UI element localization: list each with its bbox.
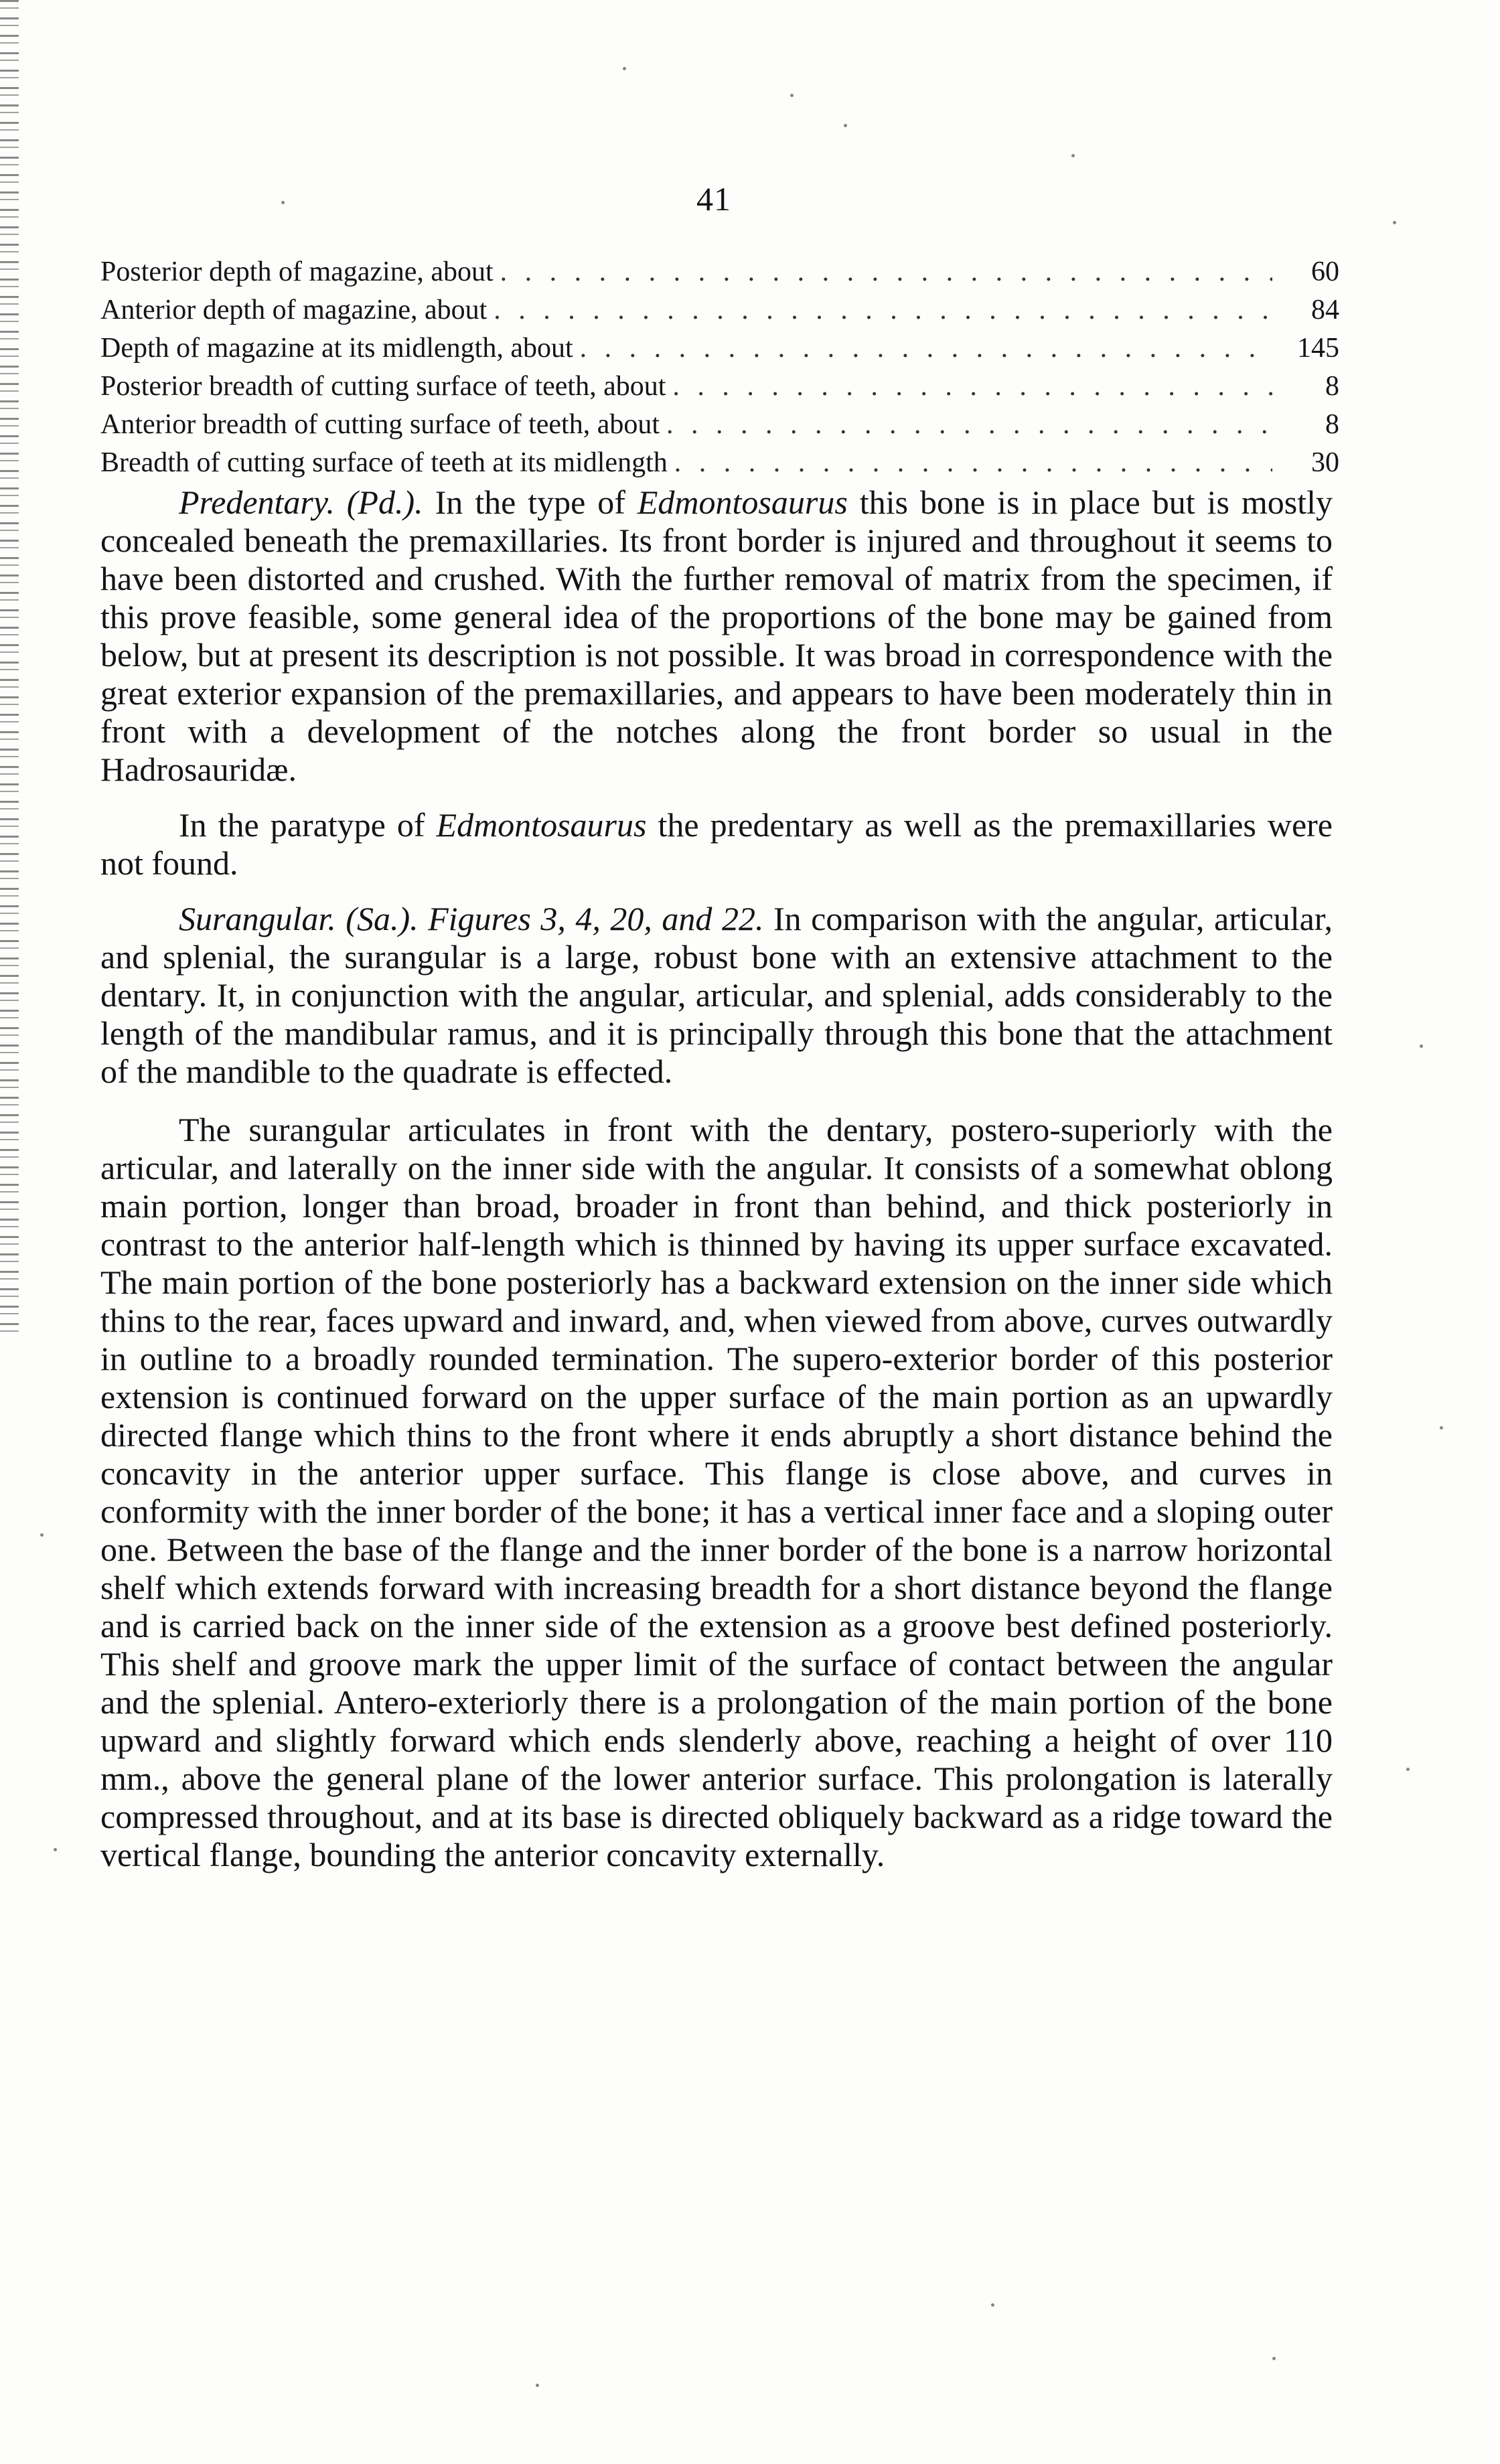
measurement-label: Anterior breadth of cutting surface of teeth, about <box>100 409 660 440</box>
surangular-paragraph <box>100 900 1333 1091</box>
surangular-heading: Surangular. (Sa.). Figures 3, 4, 20, and 22. <box>179 900 764 937</box>
dot-leader <box>672 368 1272 406</box>
surangular-description-paragraph: The surangular articulates in front with the dentary, postero-superiorly with the articular, and laterally on the inner side with the angular. It consists of a somewhat oblong main portion, longer than broad, broader in front than behind, and thick posteriorly in contrast to the anterior half-length which is thinned by having its upper surface excavated. The main portion of the bone posteriorly has a backward extension on the inner side which thins to the rear, faces upward and inward, and, when viewed from above, curves outwardly in outline to a broadly rounded termination. The supero-exterior border of this posterior extension is continued forward on the upper surface of the main portion as an upwardly directed flange which thins to the front where it ends abruptly a short distance behind the concavity in the anterior upper surface. This flange is close above, and curves in conformity with the inner border of the bone; it has a vertical inner face and a sloping outer one. Between the base of the flange and the inner border of the bone is a narrow horizontal shelf which extends forward with increasing breadth for a short distance beyond the flange and is carried back on the inner side of the extension as a groove best defined posteriorly. This shelf and groove mark the upper limit of the surface of contact between the angular and the splenial. Antero-exteriorly there is a prolongation of the main portion of the bone upward and slightly forward which ends slenderly above, reaching a height of over 110 mm., above the general plane of the lower anterior surface. This prolongation is laterally compressed throughout, and at its base is directed obliquely backward as a ridge toward the vertical flange, bounding the anterior concavity externally. <box>100 1111 1333 1873</box>
measurement-value: 84 <box>1311 295 1339 325</box>
dot-leader <box>666 406 1272 444</box>
measurement-row <box>100 368 1339 406</box>
measurement-row <box>100 329 1339 368</box>
measurement-label: Posterior breadth of cutting surface of teeth, about <box>100 371 666 402</box>
scan-binding-edge <box>0 0 19 1339</box>
measurement-label: Anterior depth of magazine, about <box>100 295 487 325</box>
measurement-row <box>100 291 1339 329</box>
dot-leader <box>494 291 1272 329</box>
measurement-row <box>100 406 1339 444</box>
predentary-heading: Predentary. (Pd.). <box>179 483 423 521</box>
page-number: 41 <box>696 180 731 218</box>
paragraph-text: the predentary as well as the premaxillaries were not found. <box>100 806 1333 882</box>
paragraph-text: In the type of <box>423 483 638 521</box>
predentary-paragraph <box>100 483 1333 789</box>
measurement-label: Posterior depth of magazine, about <box>100 256 494 287</box>
paragraph-text: In the paratype of <box>179 806 437 844</box>
measurement-row <box>100 444 1339 482</box>
dot-leader <box>580 329 1272 368</box>
measurement-row <box>100 253 1339 291</box>
taxon-name: Edmontosaurus <box>436 806 647 844</box>
taxon-name: Edmontosaurus <box>637 483 848 521</box>
measurement-value: 145 <box>1297 333 1339 364</box>
dot-leader <box>500 253 1272 291</box>
measurement-value: 8 <box>1325 409 1339 440</box>
dot-leader <box>674 444 1272 482</box>
paratype-paragraph <box>100 806 1333 882</box>
measurement-value: 30 <box>1311 447 1339 478</box>
measurement-value: 60 <box>1311 256 1339 287</box>
measurement-table <box>100 253 1339 482</box>
measurement-label: Depth of magazine at its midlength, about <box>100 333 573 364</box>
measurement-value: 8 <box>1325 371 1339 402</box>
paragraph-text: In comparison with the angular, articular, and splenial, the surangular is a large, robust bone with an extensive attachment to the dentary. It, in conjunction with the angular, articular, and splenial, adds considerably to the length of the mandibular ramus, and it is principally through this bone that the attachment of the mandible to the quadrate is effected. <box>100 900 1333 1090</box>
paragraph-text: this bone is in place but is mostly concealed beneath the premaxillaries. Its front border is injured and throughout it seems to have been distorted and crushed. With the further removal of matrix from the specimen, if this prove feasible, some general idea of the proportions of the bone may be gained from below, but at present its description is not possible. It was broad in correspondence with the great exterior expansion of the premaxillaries, and appears to have been moderately thin in front with a development of the notches along the front border so usual in the Hadrosauridæ. <box>100 483 1333 788</box>
measurement-label: Breadth of cutting surface of teeth at its midlength <box>100 447 668 478</box>
body-text <box>100 483 1333 1874</box>
